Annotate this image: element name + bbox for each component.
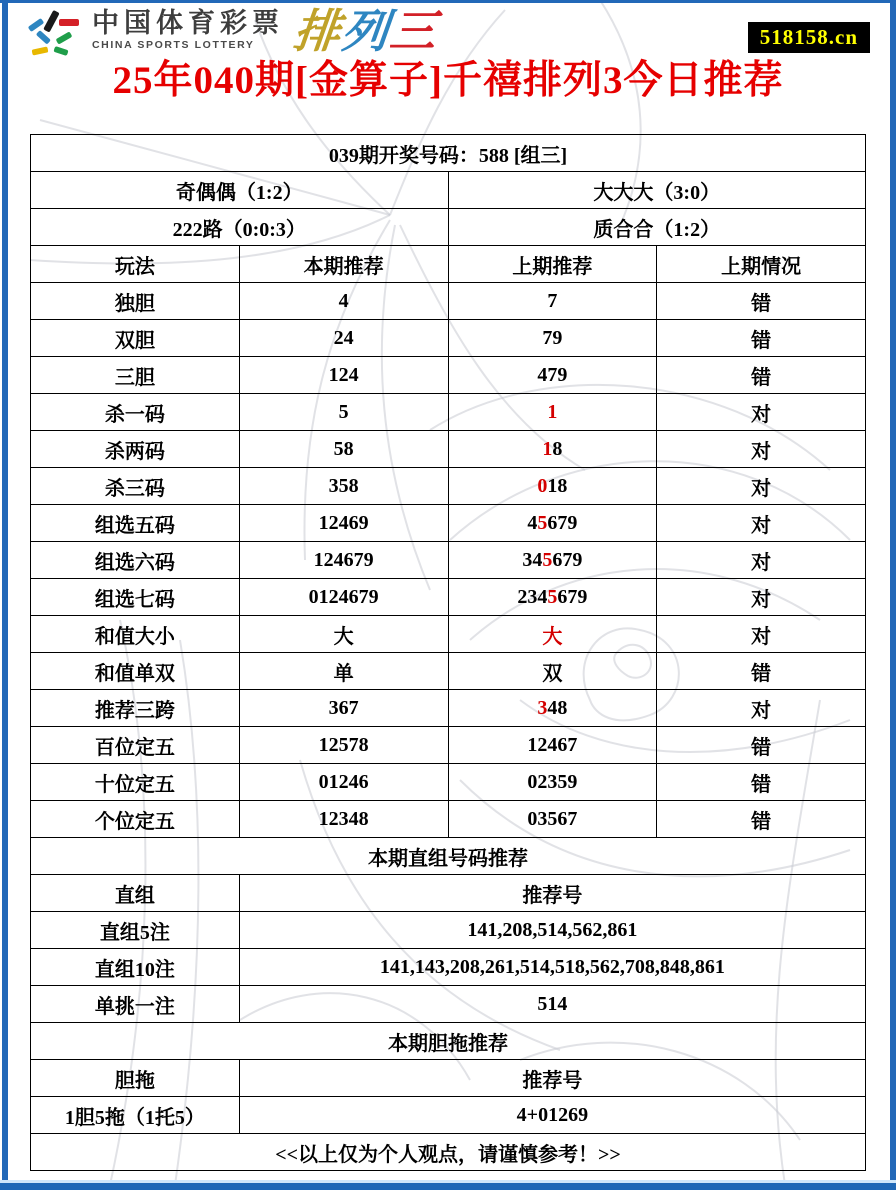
- subheader-value-cell: 推荐号: [239, 1060, 865, 1097]
- previous-recommend-cell: [448, 431, 657, 468]
- digit: 03567: [527, 807, 578, 830]
- digit: 8: [552, 437, 563, 460]
- digit: 679: [557, 585, 588, 608]
- sports-lottery-logo-icon: [26, 8, 84, 58]
- status-cell: 对: [657, 505, 866, 542]
- direct-value-cell: 514: [239, 986, 865, 1023]
- column-header-cell: 本期推荐: [239, 246, 448, 283]
- digit: 4: [527, 511, 538, 534]
- disclaimer-row: [31, 1134, 866, 1171]
- hit-digit: 1: [542, 437, 553, 460]
- play-cell: 杀两码: [31, 431, 240, 468]
- current-recommend-cell: 单: [239, 653, 448, 690]
- play-cell: 杀三码: [31, 468, 240, 505]
- current-recommend-cell: 367: [239, 690, 448, 727]
- summary-row: [31, 209, 866, 246]
- section-title-cell: 本期直组号码推荐: [31, 838, 866, 875]
- status-cell: 对: [657, 579, 866, 616]
- site-watermark-badge: 518158.cn: [748, 22, 870, 53]
- play-row: [31, 616, 866, 653]
- status-cell: 错: [657, 283, 866, 320]
- brand-name-en: CHINA SPORTS LOTTERY: [92, 39, 255, 51]
- play-cell: 双胆: [31, 320, 240, 357]
- digit: 48: [547, 696, 568, 719]
- column-header-cell: 上期推荐: [448, 246, 657, 283]
- header-row: [31, 246, 866, 283]
- direct-label-cell: 直组10注: [31, 949, 240, 986]
- play-cell: 个位定五: [31, 801, 240, 838]
- direct-value-cell: 141,208,514,562,861: [239, 912, 865, 949]
- subheader-value-cell: 推荐号: [239, 875, 865, 912]
- current-recommend-cell: 58: [239, 431, 448, 468]
- subheader-label-cell: 胆拖: [31, 1060, 240, 1097]
- play-row: [31, 690, 866, 727]
- previous-recommend-cell: [448, 764, 657, 801]
- play-row: [31, 431, 866, 468]
- play-row: [31, 320, 866, 357]
- play-row: [31, 801, 866, 838]
- hit-digit: 1: [547, 400, 558, 423]
- play-row: [31, 727, 866, 764]
- prediction-table-body: [31, 135, 866, 1171]
- frame-top: [0, 0, 896, 3]
- current-recommend-cell: 12578: [239, 727, 448, 764]
- current-recommend-cell: 大: [239, 616, 448, 653]
- frame-bottom: [0, 1183, 896, 1190]
- previous-recommend-cell: [448, 690, 657, 727]
- play-cell: 独胆: [31, 283, 240, 320]
- play-cell: 和值单双: [31, 653, 240, 690]
- dantuo-label-cell: 1胆5拖（1托5）: [31, 1097, 240, 1134]
- digit: 18: [547, 474, 568, 497]
- current-recommend-cell: 5: [239, 394, 448, 431]
- digit: 02359: [527, 770, 578, 793]
- brand-text: [92, 10, 284, 51]
- previous-recommend-cell: [448, 616, 657, 653]
- play-row: [31, 542, 866, 579]
- digit: 7: [547, 289, 558, 312]
- digit: 双: [542, 662, 563, 685]
- play-cell: 组选七码: [31, 579, 240, 616]
- prediction-table: [30, 134, 866, 1171]
- summary-row: [31, 172, 866, 209]
- digit: 679: [552, 548, 583, 571]
- direct-label-cell: 直组5注: [31, 912, 240, 949]
- play-row: [31, 468, 866, 505]
- hit-digit: 0: [537, 474, 548, 497]
- digit: 234: [517, 585, 548, 608]
- route-cell: 222路（0:0:3）: [31, 209, 449, 246]
- frame-left: [2, 0, 8, 1190]
- draw-result-cell: 039期开奖号码：588 [组三]: [31, 135, 866, 172]
- play-row: [31, 764, 866, 801]
- current-recommend-cell: 0124679: [239, 579, 448, 616]
- prime-composite-cell: 质合合（1:2）: [448, 209, 866, 246]
- play-cell: 组选五码: [31, 505, 240, 542]
- digit: 679: [547, 511, 578, 534]
- status-cell: 对: [657, 468, 866, 505]
- direct-label-cell: 单挑一注: [31, 986, 240, 1023]
- hit-digit: 5: [537, 511, 548, 534]
- status-cell: 对: [657, 690, 866, 727]
- digit: 34: [522, 548, 543, 571]
- play-row: [31, 579, 866, 616]
- status-cell: 错: [657, 653, 866, 690]
- hit-digit: 5: [542, 548, 553, 571]
- previous-recommend-cell: [448, 579, 657, 616]
- subheader-row: [31, 875, 866, 912]
- page-title: 25年040期[金算子]千禧排列3今日推荐: [112, 59, 784, 102]
- brand-name-cn: 中国体育彩票: [92, 8, 284, 38]
- play-cell: 和值大小: [31, 616, 240, 653]
- current-recommend-cell: 124679: [239, 542, 448, 579]
- current-recommend-cell: 01246: [239, 764, 448, 801]
- big-small-cell: 大大大（3:0）: [448, 172, 866, 209]
- dantuo-row: [31, 1097, 866, 1134]
- play-cell: 十位定五: [31, 764, 240, 801]
- direct-value-cell: 141,143,208,261,514,518,562,708,848,861: [239, 949, 865, 986]
- status-cell: 错: [657, 764, 866, 801]
- column-header-cell: 上期情况: [657, 246, 866, 283]
- play-cell: 杀一码: [31, 394, 240, 431]
- previous-recommend-cell: [448, 283, 657, 320]
- header: [0, 0, 896, 130]
- previous-recommend-cell: [448, 394, 657, 431]
- game-title: [291, 5, 441, 57]
- status-cell: 对: [657, 394, 866, 431]
- previous-recommend-cell: [448, 542, 657, 579]
- play-row: [31, 505, 866, 542]
- game-char-1: 排: [291, 5, 345, 57]
- hit-digit: 5: [547, 585, 558, 608]
- previous-recommend-cell: [448, 468, 657, 505]
- status-cell: 对: [657, 616, 866, 653]
- dantuo-value-cell: 4+01269: [239, 1097, 865, 1134]
- play-cell: 组选六码: [31, 542, 240, 579]
- current-recommend-cell: 24: [239, 320, 448, 357]
- play-cell: 三胆: [31, 357, 240, 394]
- hit-digit: 3: [537, 696, 548, 719]
- current-recommend-cell: 12469: [239, 505, 448, 542]
- status-cell: 错: [657, 357, 866, 394]
- current-recommend-cell: 124: [239, 357, 448, 394]
- play-row: [31, 394, 866, 431]
- section-title-cell: 本期胆拖推荐: [31, 1023, 866, 1060]
- subheader-row: [31, 1060, 866, 1097]
- hit-digit: 大: [542, 625, 563, 648]
- current-recommend-cell: 358: [239, 468, 448, 505]
- game-char-3: 三: [387, 5, 441, 57]
- digit: 12467: [527, 733, 578, 756]
- status-cell: 对: [657, 431, 866, 468]
- status-cell: 错: [657, 801, 866, 838]
- digit: 479: [537, 363, 568, 386]
- status-cell: 对: [657, 542, 866, 579]
- current-recommend-cell: 12348: [239, 801, 448, 838]
- previous-recommend-cell: [448, 801, 657, 838]
- previous-recommend-cell: [448, 727, 657, 764]
- section-title-row: [31, 1023, 866, 1060]
- disclaimer-cell: <<以上仅为个人观点，请谨慎参考！>>: [31, 1134, 866, 1171]
- status-cell: 错: [657, 320, 866, 357]
- play-row: [31, 653, 866, 690]
- game-char-2: 列: [339, 5, 393, 57]
- draw-result-row: [31, 135, 866, 172]
- status-cell: 错: [657, 727, 866, 764]
- odd-even-cell: 奇偶偶（1:2）: [31, 172, 449, 209]
- frame-right: [890, 0, 896, 1190]
- previous-recommend-cell: [448, 320, 657, 357]
- play-cell: 推荐三跨: [31, 690, 240, 727]
- direct-row: [31, 912, 866, 949]
- play-row: [31, 283, 866, 320]
- play-row: [31, 357, 866, 394]
- direct-row: [31, 949, 866, 986]
- digit: 79: [542, 326, 563, 349]
- subheader-label-cell: 直组: [31, 875, 240, 912]
- current-recommend-cell: 4: [239, 283, 448, 320]
- section-title-row: [31, 838, 866, 875]
- column-header-cell: 玩法: [31, 246, 240, 283]
- direct-row: [31, 986, 866, 1023]
- previous-recommend-cell: [448, 357, 657, 394]
- previous-recommend-cell: [448, 505, 657, 542]
- play-cell: 百位定五: [31, 727, 240, 764]
- previous-recommend-cell: [448, 653, 657, 690]
